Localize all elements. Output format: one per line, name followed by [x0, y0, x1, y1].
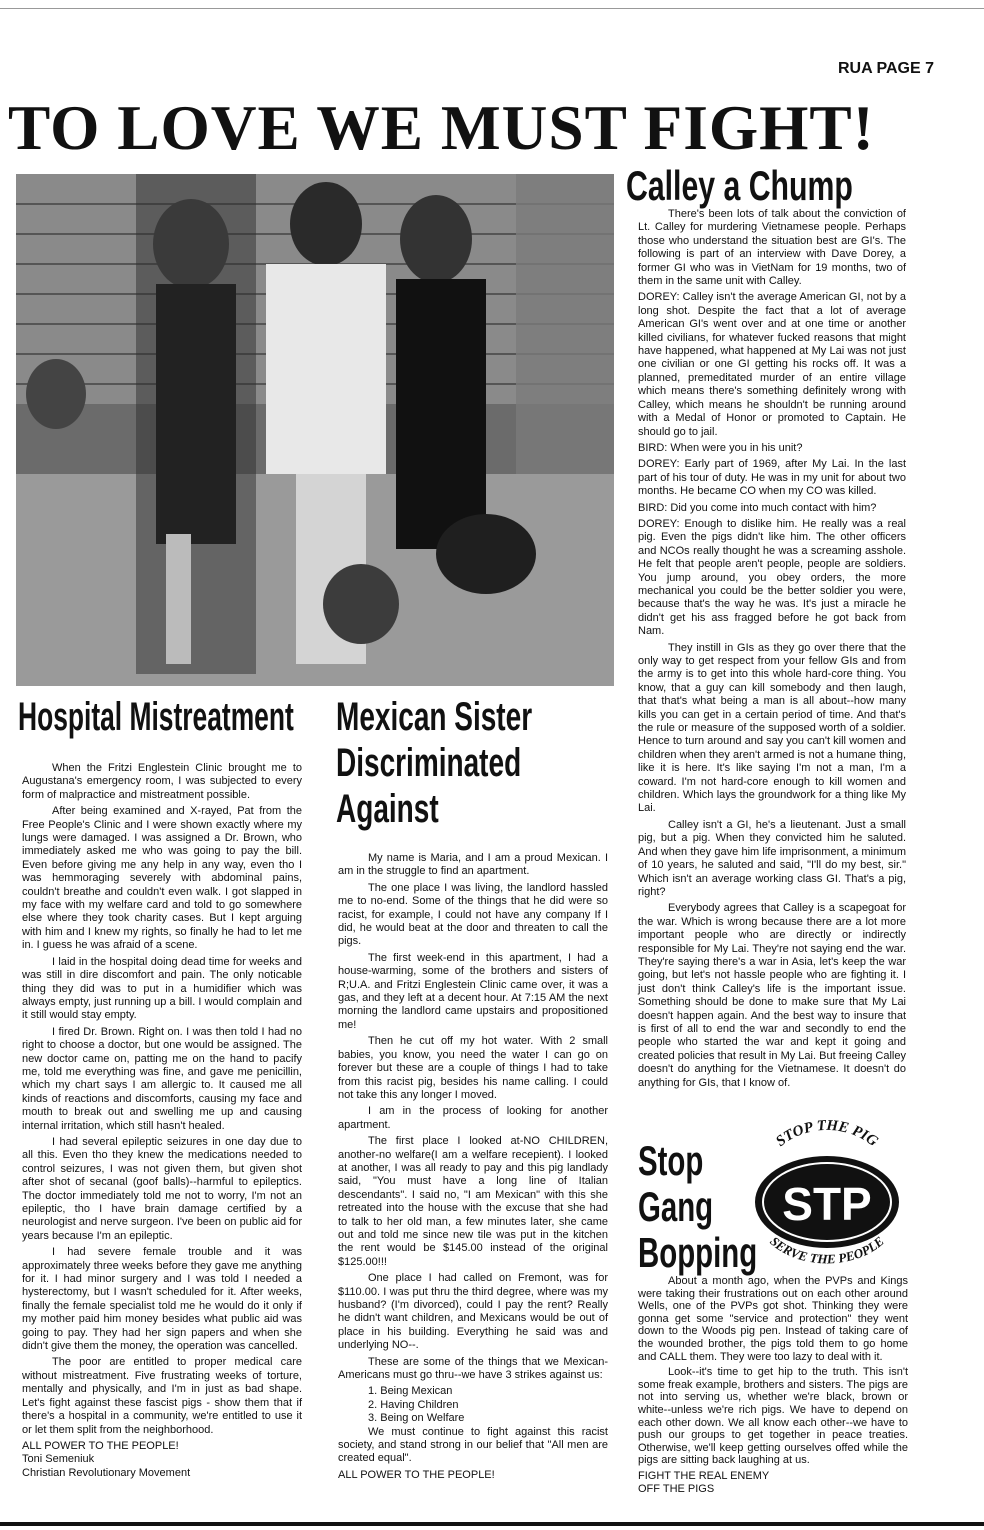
stp-logo-top-text: STOP THE PIG — [773, 1120, 881, 1150]
mexican-paragraph: These are some of the things that we Mexican-Americans must go thru--we have 3 strikes against us: — [338, 1355, 608, 1382]
protest-photo — [16, 174, 614, 686]
hospital-paragraph: After being examined and X-rayed, Pat from the Free People's Clinic and I were shown exactly where my lungs were damaged. I was assigned a Dr. Brown, who immediately asked me who was going to pay the bill. Even before giving me any help in any way, even tho I was hemmoraging severely with abdominal pains, couldn't breathe and couldn't even walk. I got slapped in my face with my welfare card and told to go somewhere else where they took charity cases. But I kept arguing with him and I knew my rights, so finally he had to let me in. I guess he was afraid of a scene. — [22, 805, 302, 952]
stp-paragraph: About a month ago, when the PVPs and Kings were taking their frustrations out on each other around Wells, one of the PVPs got shot. Thinking they were gonna get some "service and protection" they went down to the Woods pig pen. Instead of taking care of the wounded brother, the pigs told them to go home and CALL them. They were too lazy to deal with it. — [638, 1275, 908, 1363]
hospital-paragraph: When the Fritzi Englestein Clinic brought me to Augustana's emergency room, I was subjected to every form of malpractice and mistreatment possible. — [22, 762, 302, 801]
stp-headline-line: Gang — [638, 1183, 714, 1230]
stp-logo-letters: STP — [782, 1178, 872, 1230]
mexican-closing: ALL POWER TO THE PEOPLE! — [338, 1468, 495, 1481]
stp-headline — [638, 1138, 757, 1276]
stp-closing: OFF THE PIGS — [638, 1482, 715, 1495]
stp-headline-line: Bopping — [638, 1229, 758, 1276]
calley-paragraph: There's been lots of talk about the conviction of Lt. Calley for murdering Vietnamese people. Perhaps those who understand the situation best are GI's. The following is part of an interview with Dave Dorey, a former GI who was in VietNam for 19 months, two of them in the same unit with Calley. — [638, 208, 906, 288]
hospital-closing: ALL POWER TO THE PEOPLE! — [22, 1439, 179, 1452]
hospital-headline: Hospital Mistreatment — [18, 695, 294, 739]
mexican-list-item: 1. Being Mexican — [368, 1385, 453, 1398]
mexican-headline-line: Against — [336, 787, 439, 831]
stp-logo — [746, 1120, 908, 1270]
hospital-paragraph: I had severe female trouble and it was approximately three weeks before they gave me anything for it. I had minor surgery and I was told I needed a hysterectomy, but I wasn't scheduled for it. After weeks, finally the female specialist told me he would do it only if my mother paid him money besides what public aid was going to pay. They had her sign papers and when she didn't give them the money, the operation was cancelled. — [22, 1246, 302, 1353]
svg-text:STOP THE PIG — [773, 1120, 881, 1150]
hospital-article — [22, 762, 302, 1480]
calley-paragraph: DOREY: Enough to dislike him. He really was a real pig. Even the pigs didn't like him. The other officers and NCOs really thought he was a screaming asshole. He felt that people aren't people, people are soldiers. You jump around, you obey orders, the more mechanical you could be the better soldier you were, because that's the way he was. It's just a miracle he didn't get his ass fragged before he got back from Nam. — [638, 517, 906, 638]
masthead-title: TO LOVE WE MUST FIGHT! — [8, 92, 875, 163]
stp-article — [638, 1275, 908, 1495]
calley-paragraph: Everybody agrees that Calley is a scapegoat for the war. Which is wrong because there are a lot more important people who are directly or indirectly responsible for My Lai. They're not saying end the war. They're saying there's a war in Asia, let's keep the war going, but let's not hassle people who are fighting it. I just don't think Calley's life is the important issue. Something should be done to make sure that My Lai doesn't happen again. And the best way to insure that is first of all to end the war and secondly to end the people who started the war and kept it going and created policies that result in My Lai. But freeing Calley doesn't do anything for the Vietnamese. It doesn't do anything for GIs, that I know of. — [638, 902, 906, 1089]
mexican-article — [338, 852, 608, 1482]
calley-paragraph: They instill in GIs as they go over there that the only way to get respect from your fellow GIs and from the army is to get into this whole hard-core thing. You know, that a guy can kill somebody and then laugh, that that's what being a man is all about--how many kills you can get in a certain period of time. And that's the rule or measure of the supposed worth of a soldier. Hence to turn around and say you can't kill women and children when they aren't armed is not a humane thing, like it is here. It's like saying I'm not a man, I'm a coward. I'm not hard-core enough to kill women and children. Which lays the groundwork for a thing like My Lai. — [638, 641, 906, 815]
mexican-paragraph: I am in the process of looking for another apartment. — [338, 1105, 608, 1131]
mexican-list-item: 2. Having Children — [368, 1398, 459, 1411]
mexican-paragraph: The one place I was living, the landlord hassled me to no-end. Some of the things that he did were so racist, for example, I could not have any company If I did, he would beat at the door and threaten to call the pigs. — [338, 881, 608, 948]
hospital-paragraph: The poor are entitled to proper medical care without mistreatment. Five frustrating weeks of torture, mentally and physically, and I'm in just as bad shape. Let's fight against these fascist pigs - show them that if there's a hospital in a community, we're entitled to use it or let them split from the neighborhood. — [22, 1356, 302, 1436]
stp-paragraph: Look--it's time to get hip to the truth. This isn't some freak example, brothers and sisters. The pigs are not into serving us, whether we're black, brown or white--unless we're rich pigs. We have to depend on each other down. We all know each other--we have to push our groups to get together in peace treaties. Otherwise, we'll keep getting ourselves offed while the pigs are sitting back laughing at us. — [638, 1366, 908, 1467]
mexican-paragraph: The first week-end in this apartment, I had a house-warming, some of the brothers and sisters of R;U.A. and Fritzi Englestein Clinic came over, it was a gas, and they left at a decent hour. At 7:15 AM the next morning the landlord came upstairs and propositioned me! — [338, 951, 608, 1031]
top-rule — [0, 8, 984, 9]
hospital-paragraph: I fired Dr. Brown. Right on. I was then told I had no right to choose a doctor, but one would be assigned. The new doctor came on, patting me on the hand to pacify me, told me everything was fine, and gave me penicillin, which my chart says I am allergic to. It caused me all kinds of reactions and discomforts, causing my face and mouth to break out and swelling me up and causing internal irritation, which still hasn't healed. — [22, 1025, 302, 1132]
hospital-org: Christian Revolutionary Movement — [22, 1466, 191, 1479]
mexican-paragraph: We must continue to fight against this racist society, and stand strong in our belief that "All men are created equal". — [338, 1425, 608, 1465]
mexican-paragraph: Then he cut off my hot water. With 2 small babies, you know, you need the water I can go on forever but these are a couple of things I had to take from this racist pig, besides his name calling. I could not take this any longer I moved. — [338, 1035, 608, 1101]
page-label: RUA PAGE 7 — [837, 60, 934, 77]
mexican-list-item: 3. Being on Welfare — [368, 1412, 465, 1425]
mexican-headline-line: Mexican Sister — [336, 695, 533, 739]
hospital-paragraph: I laid in the hospital doing dead time for weeks and was still in dire discomfort and pain. The only noticable thing they did was to put in a humidifier which was always empty, just running up a bill. I would complain and it still would stay empty. — [22, 955, 302, 1022]
calley-paragraph: Calley isn't a GI, he's a lieutenant. Just a small pig, but a pig. When they convicted him he saluted. And when they gave him life imprisonment, a minimum of 10 years, he saluted and said, "I'll do my best, sir." Which isn't an average working class GI. That's a pig, right? — [638, 818, 906, 898]
mexican-headline — [336, 694, 532, 832]
calley-paragraph: DOREY: Early part of 1969, after My Lai. In the last part of his tour of duty. He was in my unit for about two months. He became CO when my CO was killed. — [638, 458, 906, 498]
calley-paragraph: BIRD: Did you come into much contact with him? — [638, 501, 877, 514]
hospital-paragraph: I had several epileptic seizures in one day due to all this. Even tho they knew the medications needed to control seizures, I was not given them, but given shot after shot of secanal (goof balls)--harmful to epileptics. The doctor immediately told me not to worry, I'm not an epileptic, tho I have brain damage certified by a neurologist and nerve surgeon. I've been on public aid for years because I'm an epileptic. — [22, 1135, 302, 1242]
mexican-headline-line: Discriminated — [336, 741, 522, 785]
calley-headline: Calley a Chump — [626, 162, 853, 209]
calley-paragraph: DOREY: Calley isn't the average American GI, not by a long shot. Despite the fact that a lot of average American GI's went over and at one time or another killed civilians, for whatever fucked reasons that might have happened, what happened at My Lai was not just one civilian or one GI getting his rocks off. It was a planned, premeditated murder of an entire village which means there's something definitely wrong with Calley, which means he shouldn't be running around with a Medal of Honor or promoted to Captain. He should go to jail. — [638, 291, 906, 438]
mexican-paragraph: One place I had called on Fremont, was for $110.00. I was put thru the third degree, where was my husband? (I'm divorced), could I pay the rent? Really he didn't want children, and Mexicans would be out of place in his building. Everything he said was and underlying NO--. — [338, 1272, 608, 1352]
hospital-author: Toni Semeniuk — [22, 1453, 95, 1466]
calley-paragraph: BIRD: When were you in his unit? — [638, 441, 803, 454]
bottom-rule — [0, 1522, 984, 1526]
stp-headline-line: Stop — [638, 1137, 704, 1184]
calley-article — [638, 208, 906, 1093]
mexican-paragraph: My name is Maria, and I am a proud Mexican. I am in the struggle to find an apartment. — [338, 852, 608, 878]
mexican-paragraph: The first place I looked at-NO CHILDREN, another-no welfare(I am a welfare recepient). I looked at another, I was all ready to pay and this pig landlady said, "You must have a long line of Italian descendants". I said no, "I am Mexican" with this she retreated into the house with the excuse that she had to talk to her old man, a few minutes later, she came out and told me since new tile was put in the kitchen the rent would be $145.00 instead of the original $125.00!!! — [338, 1135, 608, 1268]
stp-closing: FIGHT THE REAL ENEMY — [638, 1469, 770, 1482]
stp-logo-bottom-text: SERVE THE PEOPLE — [767, 1233, 887, 1267]
